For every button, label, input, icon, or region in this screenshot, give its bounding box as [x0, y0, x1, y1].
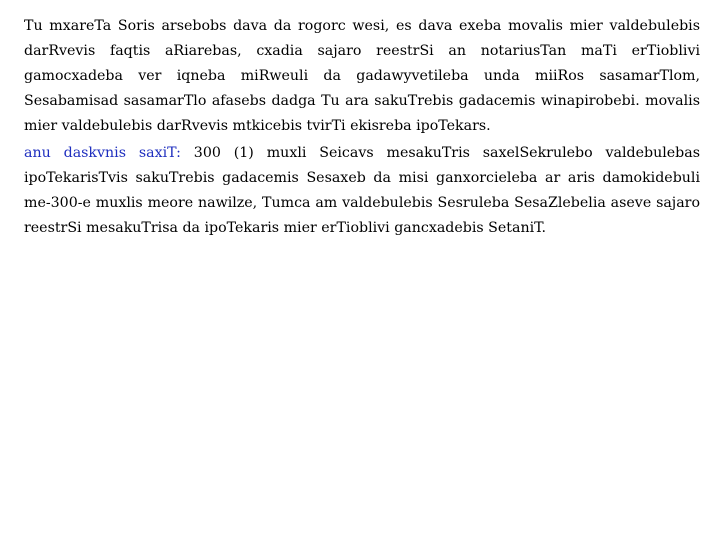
paragraph-conclusion	[24, 141, 700, 241]
conclusion-label: anu daskvnis saxiT:	[24, 145, 181, 161]
paragraph-intro-text: Tu mxareTa Soris arsebobs dava da rogorc wesi, es dava exeba movalis mier valdebulebis darRvevis faqtis aRiarebas, cxadia sajaro reestrSi an notariusTan maTi erTioblivi gamocxadeba ver iqneba miRweuli da gadawyvetileba unda miiRos sasamarTlom, Sesabamisad sasamarTlo afasebs dadga Tu ara sakuTrebis gadacemis winapirobebi. movalis mier valdebulebis darRvevis mtkicebis tvirTi ekisreba ipoTekars.	[24, 18, 700, 134]
paragraph-conclusion-text: 300 (1) muxli Seicavs mesakuTris saxelSekrulebo valdebulebas ipoTekarisTvis sakuTrebis gadacemis Sesaxeb da misi ganxorcieleba ar aris damokidebuli me-300-e muxlis meore nawilze, Tumca am valdebulebis Sesruleba SesaZlebelia aseve sajaro reestrSi mesakuTrisa da ipoTekaris mier erTioblivi gancxadebis SetaniT.	[24, 145, 700, 236]
document-body	[24, 14, 700, 241]
paragraph-intro	[24, 14, 700, 139]
